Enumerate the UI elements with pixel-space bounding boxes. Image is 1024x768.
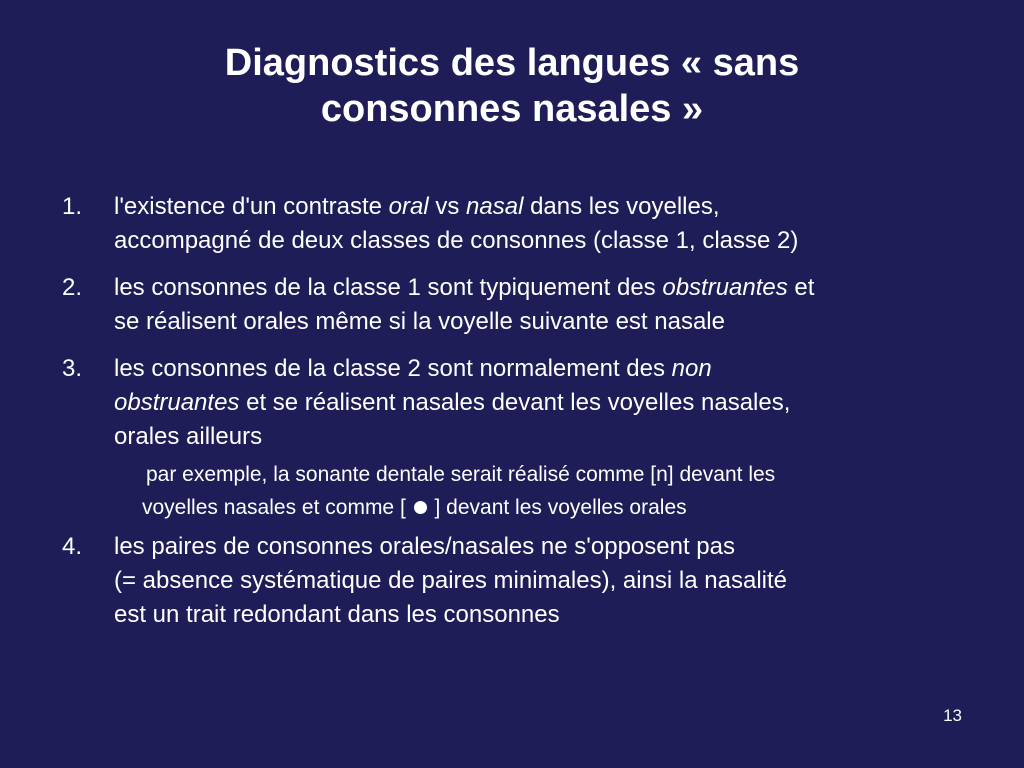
text-run: les consonnes de la classe 2 sont normalement des (114, 355, 672, 382)
text-run: vs (428, 193, 467, 220)
slide-title (0, 40, 1024, 132)
italic-term: obstruantes (662, 274, 788, 301)
list-item-number: 2. (62, 274, 83, 301)
text-run: ] devant les voyelles orales (434, 496, 687, 519)
list-item-line (114, 352, 962, 386)
text-run: dans les voyelles, (523, 193, 720, 220)
list-item-line: (= absence systématique de paires minimales), ainsi la nasalité (114, 567, 787, 594)
page-number: 13 (943, 706, 962, 725)
italic-term: obstruantes (114, 389, 240, 416)
example-line: par exemple, la sonante dentale serait réalisé comme [n] devant les (146, 463, 776, 486)
list-item-line: se réalisent orales même si la voyelle suivante est nasale (114, 308, 725, 335)
text-run: et (787, 274, 815, 301)
list-item-3 (62, 352, 962, 454)
title-line-1: Diagnostics des langues « sans (224, 42, 800, 84)
title-line-2: consonnes nasales » (320, 88, 704, 130)
example-line (142, 491, 962, 524)
text-run: et se réalisent nasales devant les voyelles nasales, (239, 389, 791, 416)
list-item-line: est un trait redondant dans les consonnes (114, 601, 560, 628)
list-item-line (114, 271, 962, 305)
list-item-line (114, 386, 962, 420)
list-item-4 (62, 530, 962, 632)
example-note (142, 458, 962, 524)
list-item-2 (62, 271, 962, 339)
list-item-number: 3. (62, 355, 83, 382)
list-item-number: 1. (62, 193, 83, 220)
list-item-number: 4. (62, 533, 83, 560)
text-run: les consonnes de la classe 1 sont typiquement des (114, 274, 663, 301)
text-run: l'existence d'un contraste (114, 193, 389, 220)
list-item-line: les paires de consonnes orales/nasales ne s'opposent pas (114, 533, 735, 560)
phonetic-symbol-dot-icon (414, 501, 427, 514)
numbered-list (62, 190, 962, 632)
italic-term: nasal (466, 193, 524, 220)
list-item-1 (62, 190, 962, 258)
list-item-line (114, 190, 962, 224)
list-item-line: orales ailleurs (114, 423, 263, 450)
text-run: voyelles nasales et comme [ (142, 496, 406, 519)
italic-term: non (671, 355, 712, 382)
italic-term: oral (388, 193, 429, 220)
list-item-line: accompagné de deux classes de consonnes (classe 1, classe 2) (114, 227, 799, 254)
